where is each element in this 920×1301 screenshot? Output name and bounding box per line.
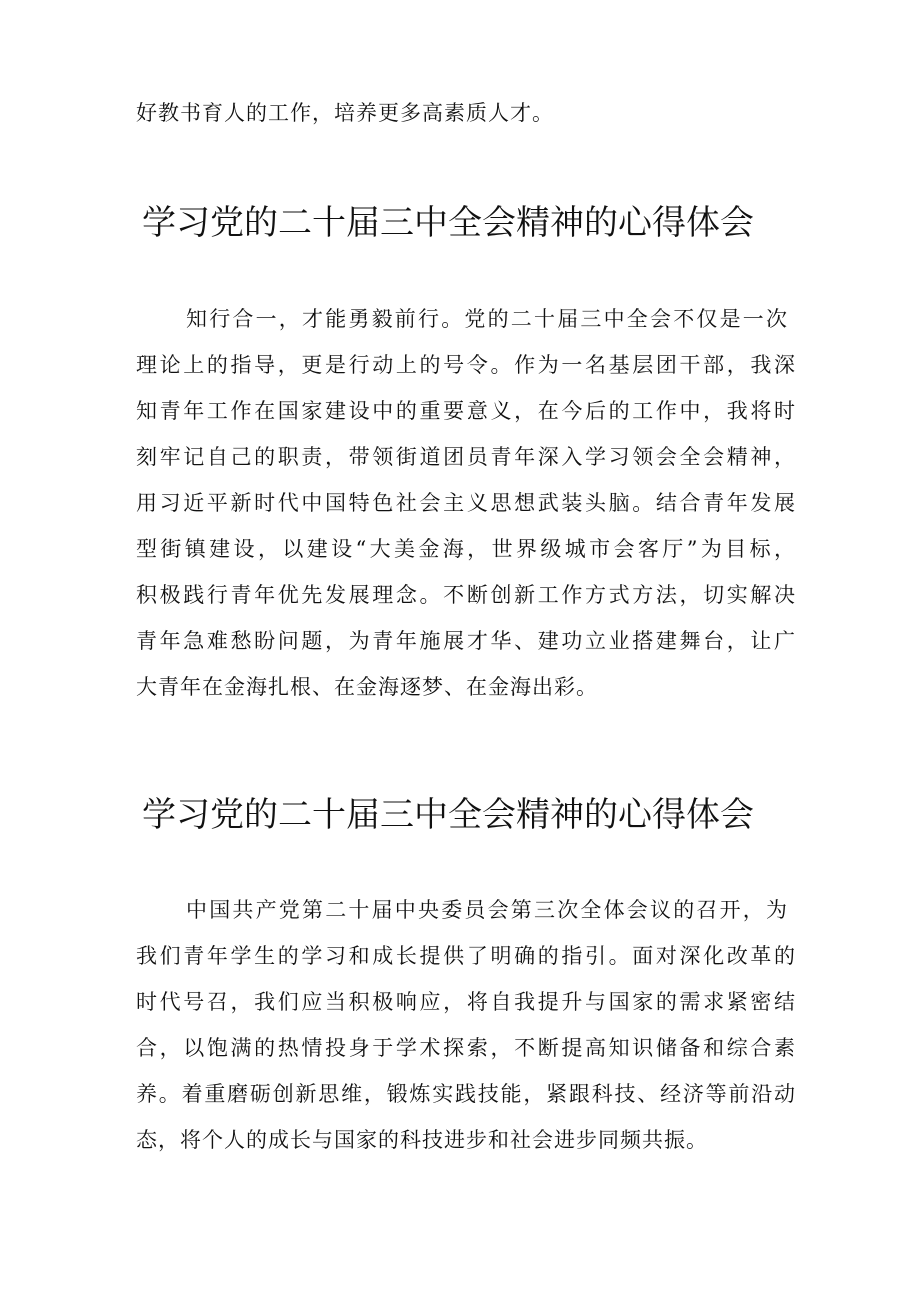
section-1-line: 知行合一，才能勇毅前行。党的二十届三中全会不仅是一次 <box>186 307 788 331</box>
section-2-title: 学习党的二十届三中全会精神的心得体会 <box>142 795 754 835</box>
section-2-line: 合，以饱满的热情投身于学术探索，不断提高知识储备和综合素 <box>136 1036 796 1060</box>
section-1-line: 青年急难愁盼问题，为青年施展才华、建功立业搭建舞台，让广 <box>136 629 796 653</box>
section-1-line: 知青年工作在国家建设中的重要意义，在今后的工作中，我将时 <box>136 399 796 423</box>
top-fragment-line: 好教书育人的工作，培养更多高素质人才。 <box>136 101 554 125</box>
section-1-line: 型街镇建设，以建设“大美金海，世界级城市会客厅”为目标， <box>136 537 796 561</box>
section-1-line: 大青年在金海扎根、在金海逐梦、在金海出彩。 <box>136 675 598 699</box>
section-1-title: 学习党的二十届三中全会精神的心得体会 <box>142 203 754 243</box>
section-1-line: 积极践行青年优先发展理念。不断创新工作方式方法，切实解决 <box>136 583 796 607</box>
section-2-line: 态，将个人的成长与国家的科技进步和社会进步同频共振。 <box>136 1128 708 1152</box>
section-2-line: 我们青年学生的学习和成长提供了明确的指引。面对深化改革的 <box>136 944 796 968</box>
section-1-line: 理论上的指导，更是行动上的号令。作为一名基层团干部，我深 <box>136 353 796 377</box>
section-2-line: 养。着重磨砺创新思维，锻炼实践技能，紧跟科技、经济等前沿动 <box>136 1082 796 1106</box>
section-1-line: 刻牢记自己的职责，带领街道团员青年深入学习领会全会精神， <box>136 445 796 469</box>
section-1-line: 用习近平新时代中国特色社会主义思想武装头脑。结合青年发展 <box>136 491 796 515</box>
section-2-line: 中国共产党第二十届中央委员会第三次全体会议的召开，为 <box>186 898 788 922</box>
section-2-line: 时代号召，我们应当积极响应，将自我提升与国家的需求紧密结 <box>136 990 796 1014</box>
